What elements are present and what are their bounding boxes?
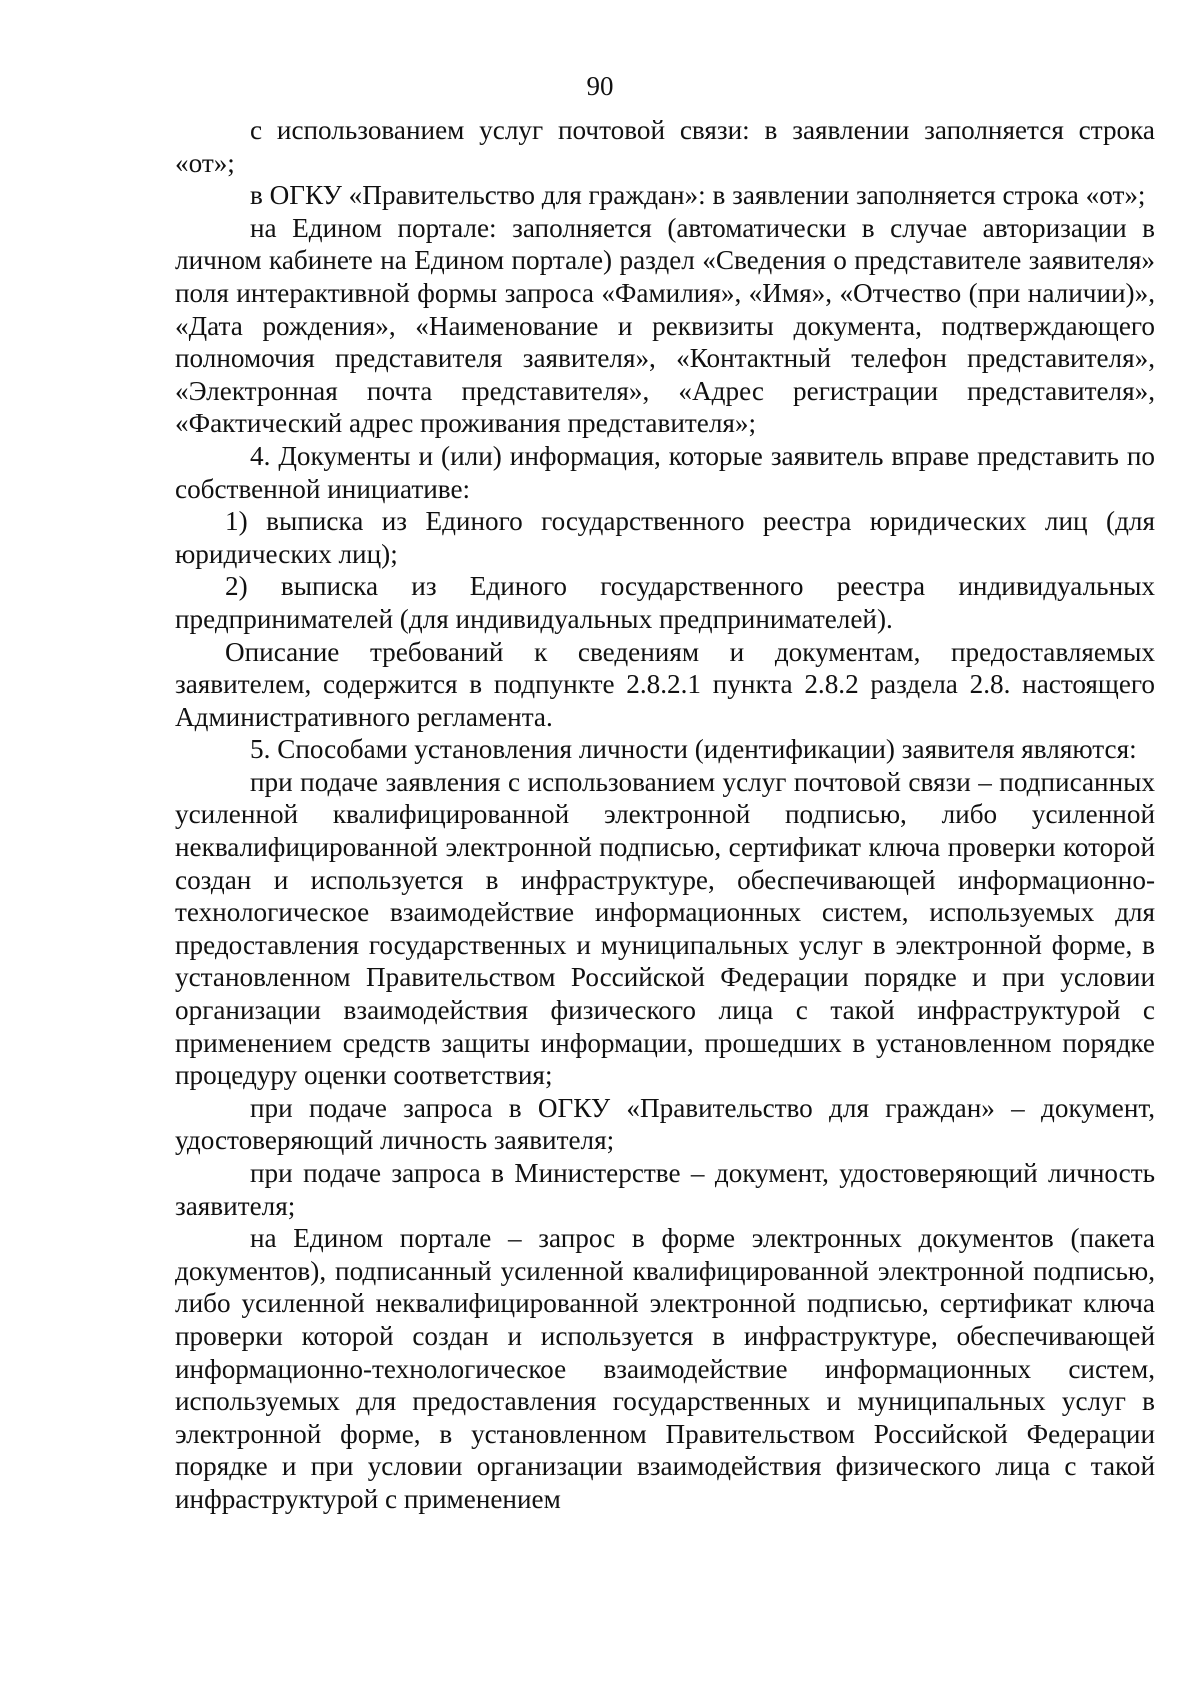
paragraph-postal-from: с использованием услуг почтовой связи: в заявлении заполняется строка «от»;	[175, 115, 1155, 178]
document-body	[175, 114, 1155, 1516]
paragraph-subitem-2-entrepreneurs: 2) выписка из Единого государственного реестра индивидуальных предпринимателей (для индивидуальных предпринимателей).	[175, 571, 1155, 634]
paragraph-portal-signature: на Едином портале – запрос в форме электронных документов (пакета документов), подписанный усиленной квалифицированной электронной подписью, либо усиленной неквалифицированной электронной подписью, сертификат ключа проверки которой создан и используется в инфраструктуре, обеспечивающей информационно-технологическое взаимодействие информационных систем, используемых для предоставления государственных и муниципальных услуг в электронной форме, в установленном Правительством Российской Федерации порядке и при условии организации взаимодействия физического лица с такой инфраструктурой с применением	[175, 1223, 1155, 1514]
paragraph-ogku-identity: при подаче запроса в ОГКУ «Правительство для граждан» – документ, удостоверяющий личность заявителя;	[175, 1092, 1155, 1156]
paragraph-ministry-identity: при подаче запроса в Министерстве – документ, удостоверяющий личность заявителя;	[175, 1158, 1155, 1221]
paragraph-ogku-from: в ОГКУ «Правительство для граждан»: в заявлении заполняется строка «от»;	[250, 180, 1146, 211]
paragraph-item-5-identification: 5. Способами установления личности (идентификации) заявителя являются:	[250, 734, 1137, 765]
page-number: 90	[586, 71, 614, 101]
paragraph-portal-representative: на Едином портале: заполняется (автоматически в случае авторизации в личном кабинете на Едином портале) раздел «Сведения о представителе заявителя» поля интерактивной формы запроса «Фамилия», «Имя», «Отчество (при наличии)», «Дата рождения», «Наименование и реквизиты документа, подтверждающего полномочия представителя заявителя», «Контактный телефон представителя», «Электронная почта представителя», «Адрес регистрации представителя», «Фактический адрес проживания представителя»;	[175, 212, 1155, 439]
paragraph-subitem-1-legal-entities: 1) выписка из Единого государственного реестра юридических лиц (для юридических лиц);	[175, 506, 1155, 569]
paragraph-postal-signature: при подаче заявления с использованием услуг почтовой связи – подписанных усиленной квалифицированной электронной подписью, либо усиленной неквалифицированной электронной подписью, сертификат ключа проверки которой создан и используется в инфраструктуре, обеспечивающей информационно-технологическое взаимодействие информационных систем, используемых для предоставления государственных и муниципальных услуг в электронной форме, в установленном Правительством Российской Федерации порядке и при условии организации взаимодействия физического лица с такой инфраструктурой с применением средств защиты информации, прошедших в установленном порядке процедуру оценки соответствия;	[175, 766, 1155, 1091]
paragraph-requirements-description: Описание требований к сведениям и документам, предоставляемых заявителем, содержится в подпункте 2.8.2.1 пункта 2.8.2 раздела 2.8. настоящего Административного регламента.	[175, 636, 1155, 732]
paragraph-item-4-documents: 4. Документы и (или) информация, которые заявитель вправе представить по собственной инициативе:	[175, 440, 1155, 504]
